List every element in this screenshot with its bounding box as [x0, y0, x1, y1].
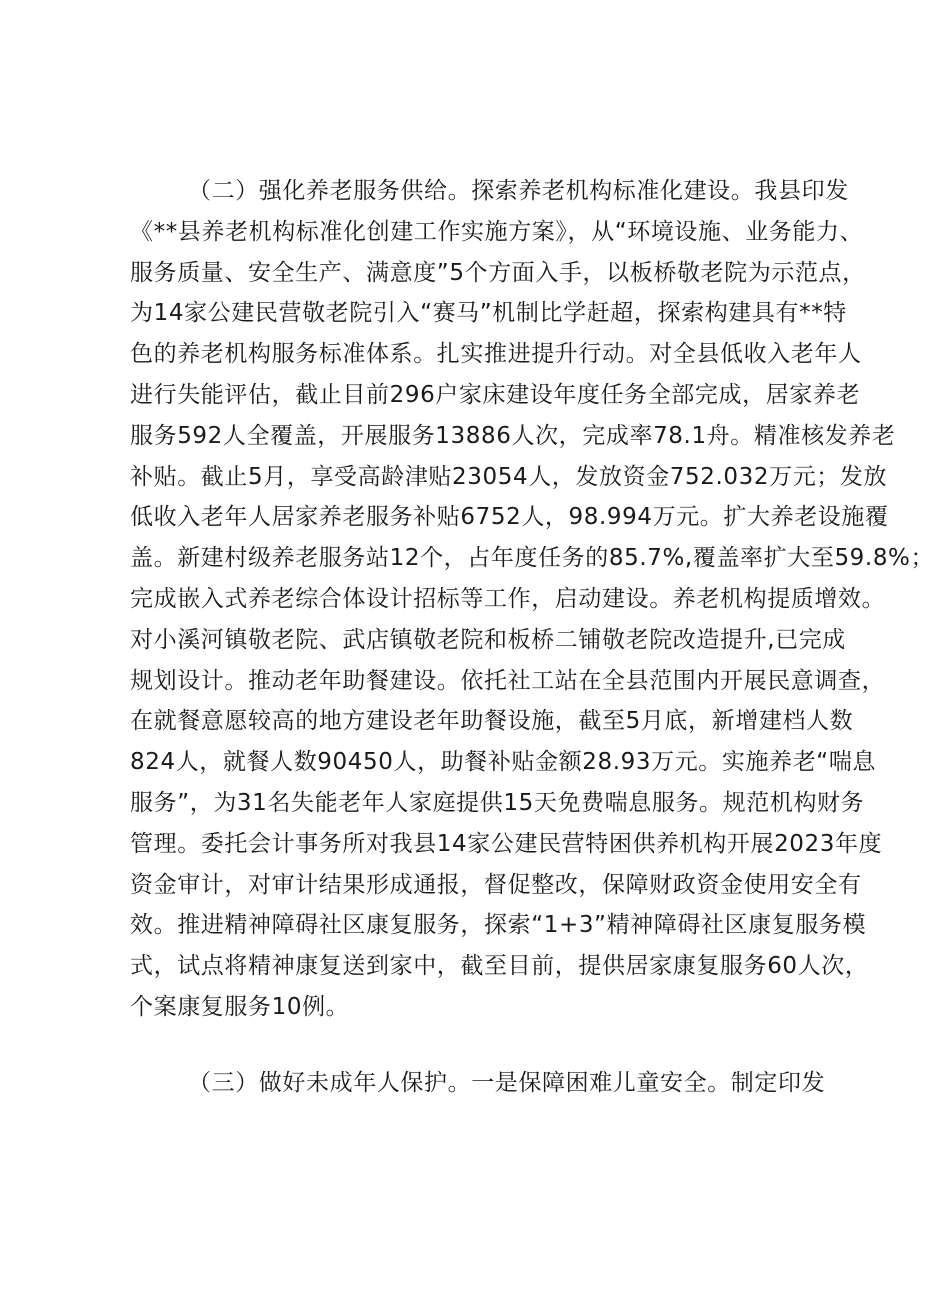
section-2-line-19: 效。推进精神障碍社区康复服务，探索“1+3”精神障碍社区康复服务模 — [130, 912, 867, 938]
section-2-line-8: 补贴。截止5月，享受高龄津贴23054人，发放资金752.032万元；发放 — [130, 464, 888, 490]
section-2-line-14: 在就餐意愿较高的地方建设老年助餐设施，截至5月底，新增建档人数 — [130, 708, 854, 734]
section-2-line-21: 个案康复服务10例。 — [130, 994, 350, 1020]
section-2-line-13: 规划设计。推动老年助餐建设。依托社工站在全县范围内开展民意调查， — [130, 668, 886, 694]
section-2-line-9: 低收入老年人居家养老服务补贴6752人，98.994万元。扩大养老设施覆 — [130, 504, 889, 530]
section-2-line-11: 完成嵌入式养老综合体设计招标等工作，启动建设。养老机构提质增效。 — [130, 586, 886, 612]
section-2-line-6: 进行失能评估，截止目前296户家床建设年度任务全部完成，居家养老 — [130, 382, 861, 408]
section-2-line-3: 服务质量、安全生产、满意度”5个方面入手，以板桥敬老院为示范点， — [130, 260, 866, 286]
section-2-line-1: （二）强化养老服务供给。探索养老机构标准化建设。我县印发 — [188, 178, 849, 204]
section-2-line-20: 式，试点将精神康复送到家中，截至目前，提供居家康复服务60人次， — [130, 953, 869, 979]
section-2-line-18: 资金审计，对审计结果形成通报，督促整改，保障财政资金使用安全有 — [130, 872, 862, 898]
section-2-line-15: 824人，就餐人数90450人，助餐补贴金额28.93万元。实施养老“喘息 — [130, 749, 877, 775]
section-2-line-17: 管理。委托会计事务所对我县14家公建民营特困供养机构开展2023年度 — [130, 831, 883, 857]
section-2-line-16: 服务”，为31名失能老年人家庭提供15天免费喘息服务。规范机构财务 — [130, 790, 865, 816]
section-2-line-7: 服务592人全覆盖，开展服务13886人次，完成率78.1舟。精准核发养老 — [130, 423, 896, 449]
section-2-line-10: 盖。新建村级养老服务站12个，占年度任务的85.7%,覆盖率扩大至59.8%； — [130, 545, 934, 571]
section-2-line-2: 《**县养老机构标准化创建工作实施方案》，从“环境设施、业务能力、 — [130, 219, 864, 245]
section-2-line-4: 为14家公建民营敬老院引入“赛马”机制比学赶超，探索构建具有**特 — [130, 300, 847, 326]
section-2-line-12: 对小溪河镇敬老院、武店镇敬老院和板桥二铺敬老院改造提升,已完成 — [130, 627, 846, 653]
section-3-line-1: （三）做好未成年人保护。一是保障困难儿童安全。制定印发 — [188, 1070, 826, 1096]
section-2-line-5: 色的养老机构服务标准体系。扎实推进提升行动。对全县低收入老年人 — [130, 341, 862, 367]
